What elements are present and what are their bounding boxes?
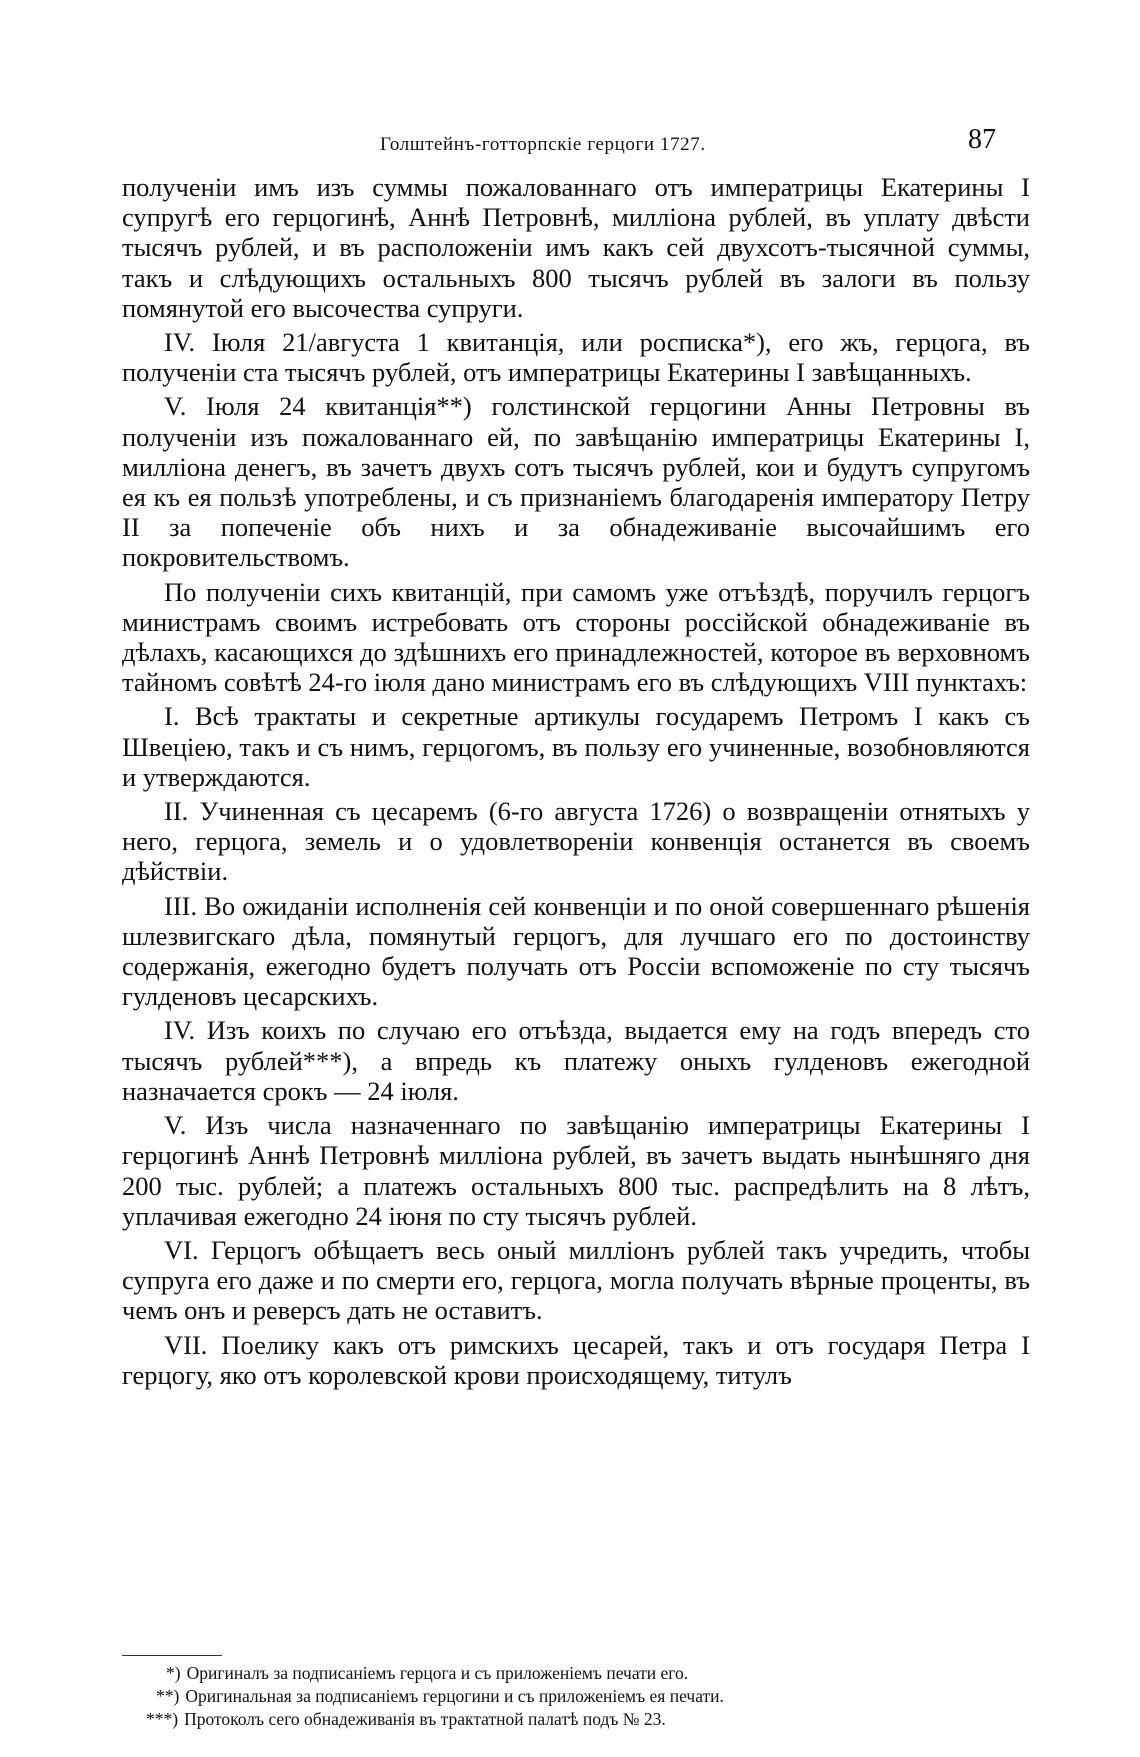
footnote-text: Оригинальная за подписаніемъ герцогини и съ приложеніемъ ея печати. <box>185 1686 724 1706</box>
footnote-text: Оригиналъ за подписаніемъ герцога и съ приложеніемъ печати его. <box>186 1663 689 1683</box>
paragraph-point-i: I. Всѣ трактаты и секретные артикулы государемъ Петромъ I какъ съ Швеціею, такъ и съ нимъ, герцогомъ, въ пользу его учиненные, возобновляются и утверждаются. <box>122 701 1030 792</box>
footnotes <box>122 1662 1022 1731</box>
running-header: Голштейнъ-готторпскіе герцоги 1727. <box>380 134 706 155</box>
footnote-text: Протоколъ сего обнадеживанія въ трактатной палатѣ подъ № 23. <box>184 1709 666 1729</box>
footnote-mark: **) <box>156 1686 180 1706</box>
body-text <box>122 172 1030 1394</box>
paragraph-item-v-receipt: V. Іюля 24 квитанція**) голстинской герцогини Анны Петровны въ полученіи изъ пожалованнаго ей, по завѣщанію императрицы Екатерины I, милліона денегъ, въ зачетъ двухъ сотъ тысячъ рублей, кои и будутъ супругомъ ея къ ея пользѣ употреблены, и съ признаніемъ благодаренія императору Петру II за попеченіе объ нихъ и за обнадеживаніе высочайшимъ его покровительствомъ. <box>122 391 1030 573</box>
paragraph-point-iii: III. Во ожиданіи исполненія сей конвенціи и по оной совершеннаго рѣшенія шлезвигскаго дѣла, помянутый герцогъ, для лучшаго его по достоинству содержанія, ежегодно будетъ получать отъ Россіи вспоможеніе по сту тысячъ гулденовъ цесарскихъ. <box>122 890 1030 1012</box>
footnote-mark: *) <box>166 1663 181 1683</box>
paragraph-item-iv-receipt: IV. Іюля 21/августа 1 квитанція, или росписка*), его жъ, герцога, въ полученіи ста тысячъ рублей, отъ императрицы Екатерины I завѣщанныхъ. <box>122 327 1030 388</box>
footnote-divider <box>122 1655 222 1656</box>
footnote <box>122 1662 1022 1685</box>
footnote <box>122 1685 1022 1708</box>
paragraph-point-v: V. Изъ числа назначеннаго по завѣщанію императрицы Екатерины I герцогинѣ Аннѣ Петровнѣ милліона рублей, въ зачетъ выдать нынѣшняго дня 200 тыс. рублей; а платежъ остальныхъ 800 тыс. распредѣлить на 8 лѣтъ, уплачивая ежегодно 24 іюня по сту тысячъ рублей. <box>122 1110 1030 1231</box>
paragraph-continuation: полученіи имъ изъ суммы пожалованнаго отъ императрицы Екатерины I супругѣ его герцогинѣ, Аннѣ Петровнѣ, милліона рублей, въ уплату двѣсти тысячъ рублей, и въ расположеніи имъ какъ сей двухсотъ-тысячной суммы, такъ и слѣдующихъ остальныхъ 800 тысячъ рублей въ залоги въ пользу помянутой его высочества супруги. <box>122 172 1030 323</box>
paragraph-point-iv: IV. Изъ коихъ по случаю его отъѣзда, выдается ему на годъ впередъ сто тысячъ рублей***), а впредь къ платежу оныхъ гулденовъ ежегодной назначается срокъ — 24 іюля. <box>122 1015 1030 1106</box>
page-number: 87 <box>968 124 996 155</box>
footnote-mark: ***) <box>146 1709 179 1729</box>
paragraph-point-vi: VI. Герцогъ обѣщаетъ весь оный милліонъ рублей такъ учредить, чтобы супруга его даже и по смерти его, герцога, могла получать вѣрные проценты, въ чемъ онъ и реверсъ дать не оставитъ. <box>122 1234 1030 1326</box>
footnote <box>122 1708 1022 1731</box>
paragraph-point-vii: VII. Поелику какъ отъ римскихъ цесарей, такъ и отъ государя Петра I герцогу, яко отъ королевской крови происходящему, титулъ <box>122 1329 1030 1390</box>
paragraph-assurance-intro: По полученіи сихъ квитанцій, при самомъ уже отъѣздѣ, поручилъ герцогъ министрамъ своимъ истребовать отъ стороны россійской обнадеживаніе въ дѣлахъ, касающихся до здѣшнихъ его принадлежностей, которое въ верховномъ тайномъ совѣтѣ 24-го іюля дано министрамъ его въ слѣдующихъ VIII пунктахъ: <box>122 576 1030 698</box>
paragraph-point-ii: II. Учиненная съ цесаремъ (6-го августа 1726) о возвращеніи отнятыхъ у него, герцога, земель и о удовлетвореніи конвенція останется въ своемъ дѣйствіи. <box>122 796 1030 887</box>
